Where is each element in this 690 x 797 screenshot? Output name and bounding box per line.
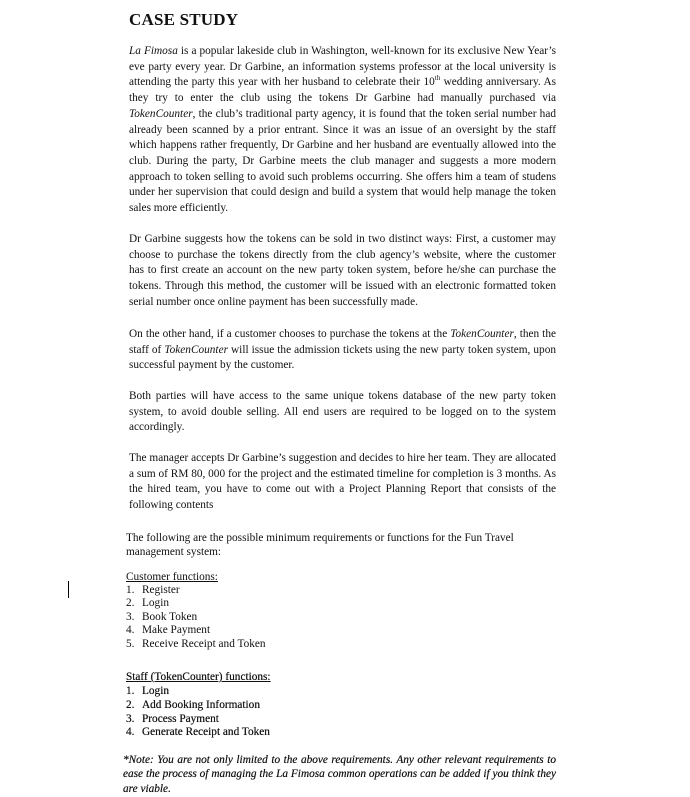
list-item: 3. Process Payment	[126, 712, 219, 725]
note-paragraph: *Note: You are not only limited to the above requirements. Any other relevant requirements to ease the process of managing the La Fimosa common operations can be added if you think they are viable.	[123, 754, 556, 795]
list-item: 5. Receive Receipt and Token	[126, 637, 266, 650]
ordinal-suffix: th	[434, 74, 441, 83]
customer-functions-heading: Customer functions:	[126, 571, 218, 583]
intro-paragraph: La Fimosa is a popular lakeside club in Washington, well-known for its exclusive New Year’s eve party every year. Dr Garbine, an information systems professor at the local university is attending the party this year with her husband to celebrate their 10th wedding anniversary. As they try to enter the club using the tokens Dr Garbine had manually purchased via TokenCounter, the club’s traditional party agency, it is found that the token serial number had already been scanned by a prior entrant. Since it was an issue of an oversight by the staff which happens rather frequently, Dr Garbine and her husband are eventually allowed into the club. During the party, Dr Garbine meets the club manager and suggests a more modern approach to token selling to avoid such problems occurring. She offers him a team of studens under her supervision that could design and build a system that would help manage the token sales more efficiently.	[129, 45, 556, 215]
token-counter-paragraph: On the other hand, if a customer chooses to purchase the tokens at the TokenCounter, then the staff of TokenCounter will issue the admission tickets using the new party token system, upon successful payment by the customer.	[129, 328, 556, 372]
database-paragraph: Both parties will have access to the same unique tokens database of the new party token system, to avoid double selling. All end users are required to be logged on to the system accordingly.	[129, 390, 556, 434]
agency-name: TokenCounter	[129, 107, 193, 120]
manager-paragraph: The manager accepts Dr Garbine’s suggestion and decides to hire her team. They are allocated a sum of RM 80, 000 for the project and the estimated timeline for completion is 3 months. As the hired team, you have to come out with a Project Planning Report that consists of the following contents	[129, 452, 556, 512]
customer-functions-list	[126, 584, 266, 651]
text-cursor	[68, 581, 69, 598]
list-item: 3. Book Token	[126, 610, 198, 623]
page-title: CASE STUDY	[129, 10, 239, 29]
agency-name: TokenCounter	[450, 328, 514, 340]
staff-functions-list	[126, 685, 270, 740]
list-item: 2. Add Booking Information	[126, 698, 260, 711]
list-item: 1. Register	[126, 584, 180, 596]
list-item: 4. Generate Receipt and Token	[126, 726, 270, 739]
list-item: 1. Login	[126, 685, 169, 697]
requirements-intro: The following are the possible minimum requirements or functions for the Fun Travel management system:	[126, 532, 514, 558]
club-name: La Fimosa	[129, 45, 178, 57]
agency-name: TokenCounter	[164, 343, 228, 356]
list-item: 2. Login	[126, 597, 169, 610]
list-item: 4. Make Payment	[126, 624, 211, 637]
suggestion-paragraph: Dr Garbine suggests how the tokens can be sold in two distinct ways: First, a customer may choose to purchase the tokens directly from the club agency’s website, where the customer has to first create an account on the new party token system, before he/she can purchase the tokens. Through this method, the customer will be issued with an electronic formatted token serial number once online payment has been successfully made.	[129, 233, 556, 308]
staff-functions-heading: Staff (TokenCounter) functions:	[126, 671, 271, 683]
